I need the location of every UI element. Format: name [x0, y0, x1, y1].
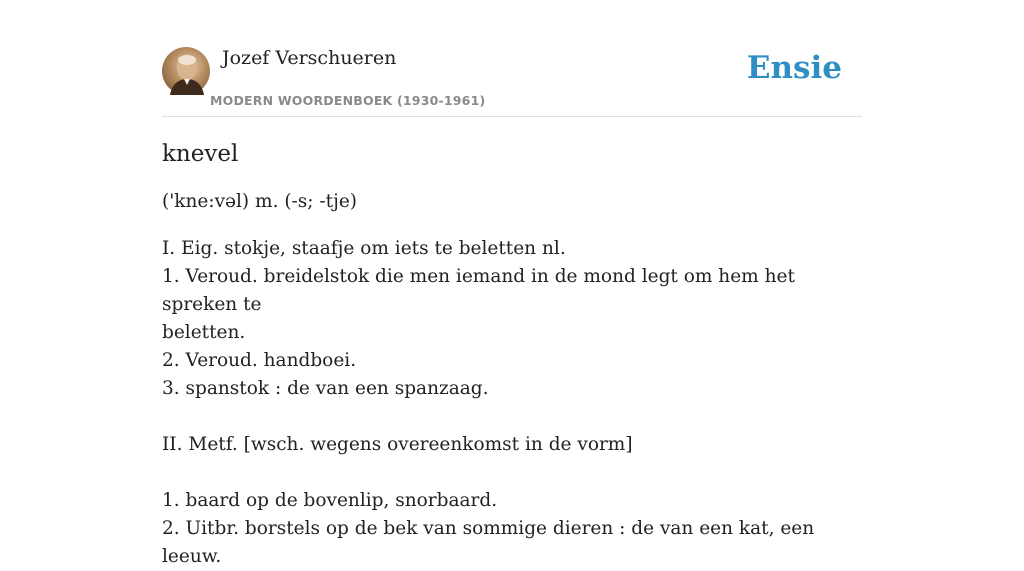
site-logo[interactable]: Ensie [746, 50, 842, 86]
definition-line: 3. spanstok : de van een spanzaag. [162, 378, 489, 399]
entry-content [162, 136, 862, 571]
definition-line [162, 459, 862, 487]
definition-line: II. Metf. [wsch. wegens overeenkomst in de vorm] [162, 434, 633, 455]
entry-header [162, 46, 862, 117]
definition-line: 1. Veroud. breidelstok die men iemand in de mond legt om hem het spreken te [162, 266, 795, 315]
definition-line: beletten. [162, 322, 246, 343]
headword: knevel [162, 141, 239, 167]
pronunciation: ('kne:vəl) m. (-s; -tje) [162, 191, 357, 212]
definition-text [162, 235, 862, 571]
definition-line: 2. Veroud. handboei. [162, 350, 357, 371]
definition-line: 2. Uitbr. borstels op de bek van sommige dieren : de van een kat, een leeuw. [162, 518, 815, 567]
definition-line [162, 403, 862, 431]
author-name[interactable]: Jozef Verschueren [222, 47, 397, 69]
definition-line: I. Eig. stokje, staafje om iets te beletten nl. [162, 238, 566, 259]
source-label[interactable]: MODERN WOORDENBOEK (1930-1961) [210, 93, 486, 108]
author-portrait-icon [162, 47, 210, 95]
author-avatar[interactable] [162, 47, 210, 95]
definition-line: 1. baard op de bovenlip, snorbaard. [162, 490, 498, 511]
